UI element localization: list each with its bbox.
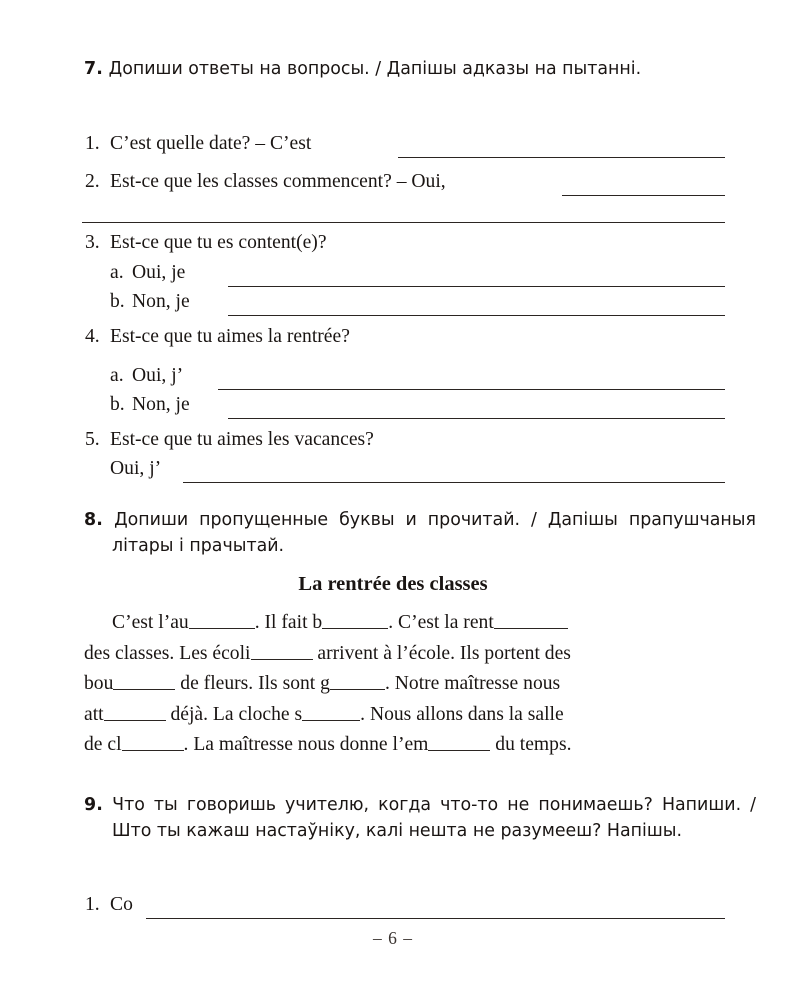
cloze-blank[interactable] [322,614,388,629]
question-item-9-1 [85,894,133,916]
item-marker: 4. [85,326,100,347]
cloze-line-2: des classes. Les écoli arrivent à l’école. Ils portent des [84,642,571,664]
item-text: C’est quelle date? – C’est [110,133,312,154]
exercise-9-instruction: Что ты говоришь учителю, когда что-то не понимаешь? Напиши. / Што ты кажаш настаўніку, калі нешта не разумееш? Напішы. [112,795,757,841]
item-marker: a. [110,365,124,386]
exercise-7-number: 7. [84,59,104,79]
answer-rule-1[interactable] [398,157,725,158]
exercise-7-instruction: Допиши ответы на вопросы. / Дапішы адказы на пытанні. [108,59,642,79]
item-marker: 3. [85,232,100,253]
question-item-2 [85,171,446,193]
exercise-7-heading [84,57,756,83]
answer-rule-4b[interactable] [228,418,725,419]
cloze-blank[interactable] [113,675,175,690]
cloze-blank[interactable] [104,706,166,721]
cloze-blank[interactable] [122,736,184,751]
cloze-blank[interactable] [302,706,360,721]
cloze-line-4: att déjà. La cloche s . Nous allons dans la salle [84,703,564,725]
question-item-4a [110,365,183,387]
exercise-8-number: 8. [84,510,104,530]
cloze-line-1: C’est l’au . Il fait b . C’est la rent [84,608,726,639]
item-marker: 1. [85,894,100,915]
item-marker: 5. [85,429,100,450]
exercise-9-number: 9. [84,795,104,815]
item-text: Est-ce que tu es content(e)? [110,232,327,253]
exercise-8-heading [84,508,756,559]
item-marker: 2. [85,171,100,192]
item-text: Non, je [132,291,190,312]
item-text: Est-ce que tu aimes la rentrée? [110,326,350,347]
item-marker: 1. [85,133,100,154]
answer-rule-4a[interactable] [218,389,725,390]
answer-rule-9-1[interactable] [146,918,725,919]
item-text: Oui, j’ [132,365,184,386]
question-item-1 [85,133,311,155]
answer-rule-2b[interactable] [82,222,725,223]
question-item-4b [110,394,190,416]
item-text: Oui, j’ [110,458,162,479]
item-text: Co [110,894,133,915]
question-item-3a [110,262,185,284]
answer-rule-5[interactable] [183,482,725,483]
question-item-5 [85,429,374,451]
item-marker: a. [110,262,124,283]
cloze-blank[interactable] [330,675,385,690]
exercise-9-heading [84,793,756,844]
question-item-5-answer [110,458,161,480]
cloze-blank[interactable] [494,614,568,629]
cloze-line-3: bou de fleurs. Ils sont g . Notre maîtresse nous [84,673,561,694]
cloze-blank[interactable] [428,736,490,751]
item-marker: b. [110,291,125,312]
answer-rule-3b[interactable] [228,315,725,316]
item-text: Est-ce que les classes commencent? – Oui, [110,171,446,192]
cloze-blank[interactable] [189,614,255,629]
cloze-paragraph [84,608,726,761]
answer-rule-3a[interactable] [228,286,725,287]
cloze-line-5: de cl . La maîtresse nous donne l’em du temps. [84,734,572,755]
exercise-8-instruction: Допиши пропущенные буквы и прочитай. / Дапішы прапушчаныя літары і прачытай. [112,510,756,556]
item-marker: b. [110,394,125,415]
cloze-blank[interactable] [251,645,313,660]
reading-title: La rentrée des classes [298,573,488,595]
item-text: Oui, je [132,262,186,283]
question-item-4 [85,326,350,348]
answer-rule-2a[interactable] [562,195,725,196]
question-item-3b [110,291,190,313]
question-item-3 [85,232,327,254]
page-number: – 6 – [373,928,413,948]
item-text: Non, je [132,394,190,415]
item-text: Est-ce que tu aimes les vacances? [110,429,374,450]
